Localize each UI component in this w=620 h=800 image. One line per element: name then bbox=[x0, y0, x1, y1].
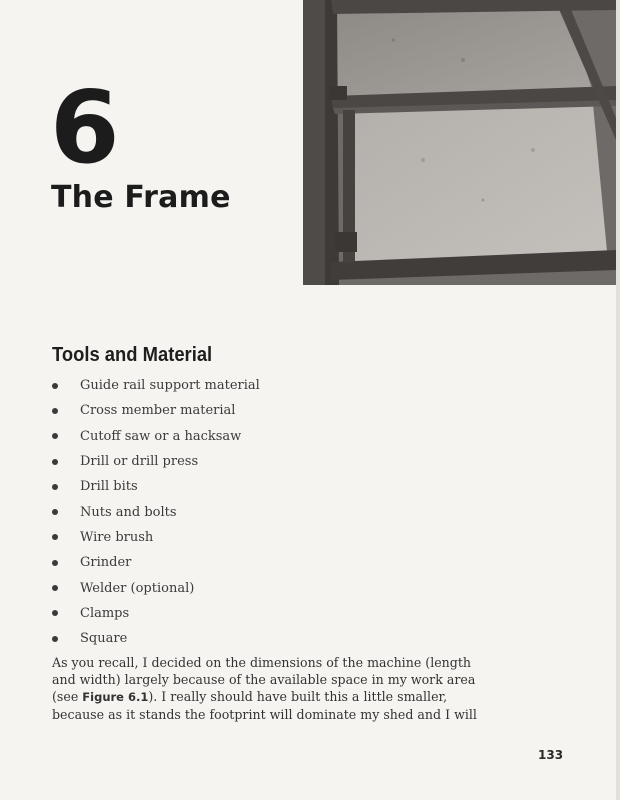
list-item-text: Drill bits bbox=[80, 479, 138, 495]
bullet-icon bbox=[52, 459, 58, 465]
list-item bbox=[52, 626, 452, 651]
body-line: As you recall, I decided on the dimensions of the machine (length bbox=[52, 655, 472, 670]
body-text-fragment: (see bbox=[52, 689, 83, 704]
list-item bbox=[52, 398, 452, 423]
bullet-icon bbox=[52, 585, 58, 591]
page-number: 133 bbox=[538, 748, 564, 762]
bullet-icon bbox=[52, 509, 58, 515]
bullet-icon bbox=[52, 610, 58, 616]
tools-list bbox=[52, 373, 452, 651]
body-text-fragment: ). I really should have built this a little smaller, bbox=[148, 689, 448, 704]
body-paragraph bbox=[52, 654, 477, 723]
list-item bbox=[52, 424, 452, 449]
body-line: and width) largely because of the available space in my work area bbox=[52, 672, 476, 687]
bullet-icon bbox=[52, 636, 58, 642]
body-line: because as it stands the footprint will dominate my shed and I will bbox=[52, 707, 477, 722]
bullet-icon bbox=[52, 484, 58, 490]
list-item-text: Cutoff saw or a hacksaw bbox=[80, 428, 242, 444]
bullet-icon bbox=[52, 433, 58, 439]
bullet-icon bbox=[52, 408, 58, 414]
frame-photo-icon bbox=[303, 0, 616, 285]
list-item bbox=[52, 525, 452, 550]
page-edge bbox=[616, 0, 620, 800]
chapter-title: The Frame bbox=[51, 180, 231, 215]
list-item-text: Cross member material bbox=[80, 403, 236, 419]
list-item-text: Grinder bbox=[80, 555, 132, 571]
bullet-icon bbox=[52, 560, 58, 566]
list-item-text: Guide rail support material bbox=[80, 378, 260, 394]
list-item bbox=[52, 499, 452, 524]
chapter-number: 6 bbox=[50, 69, 118, 186]
list-item bbox=[52, 474, 452, 499]
body-line bbox=[52, 688, 448, 706]
list-item-text: Welder (optional) bbox=[80, 580, 195, 596]
list-item-text: Drill or drill press bbox=[80, 454, 199, 470]
list-item-text: Clamps bbox=[80, 605, 130, 621]
list-item bbox=[52, 449, 452, 474]
list-item-text: Nuts and bolts bbox=[80, 504, 177, 520]
figure-reference[interactable]: Figure 6.1 bbox=[82, 690, 149, 704]
list-item bbox=[52, 601, 452, 626]
frame-photo bbox=[303, 0, 616, 285]
list-item bbox=[52, 575, 452, 600]
section-heading: Tools and Material bbox=[52, 344, 213, 366]
bullet-icon bbox=[52, 383, 58, 389]
list-item bbox=[52, 373, 452, 398]
bullet-icon bbox=[52, 534, 58, 540]
list-item bbox=[52, 550, 452, 575]
list-item-text: Square bbox=[80, 631, 128, 647]
list-item-text: Wire brush bbox=[80, 529, 154, 545]
